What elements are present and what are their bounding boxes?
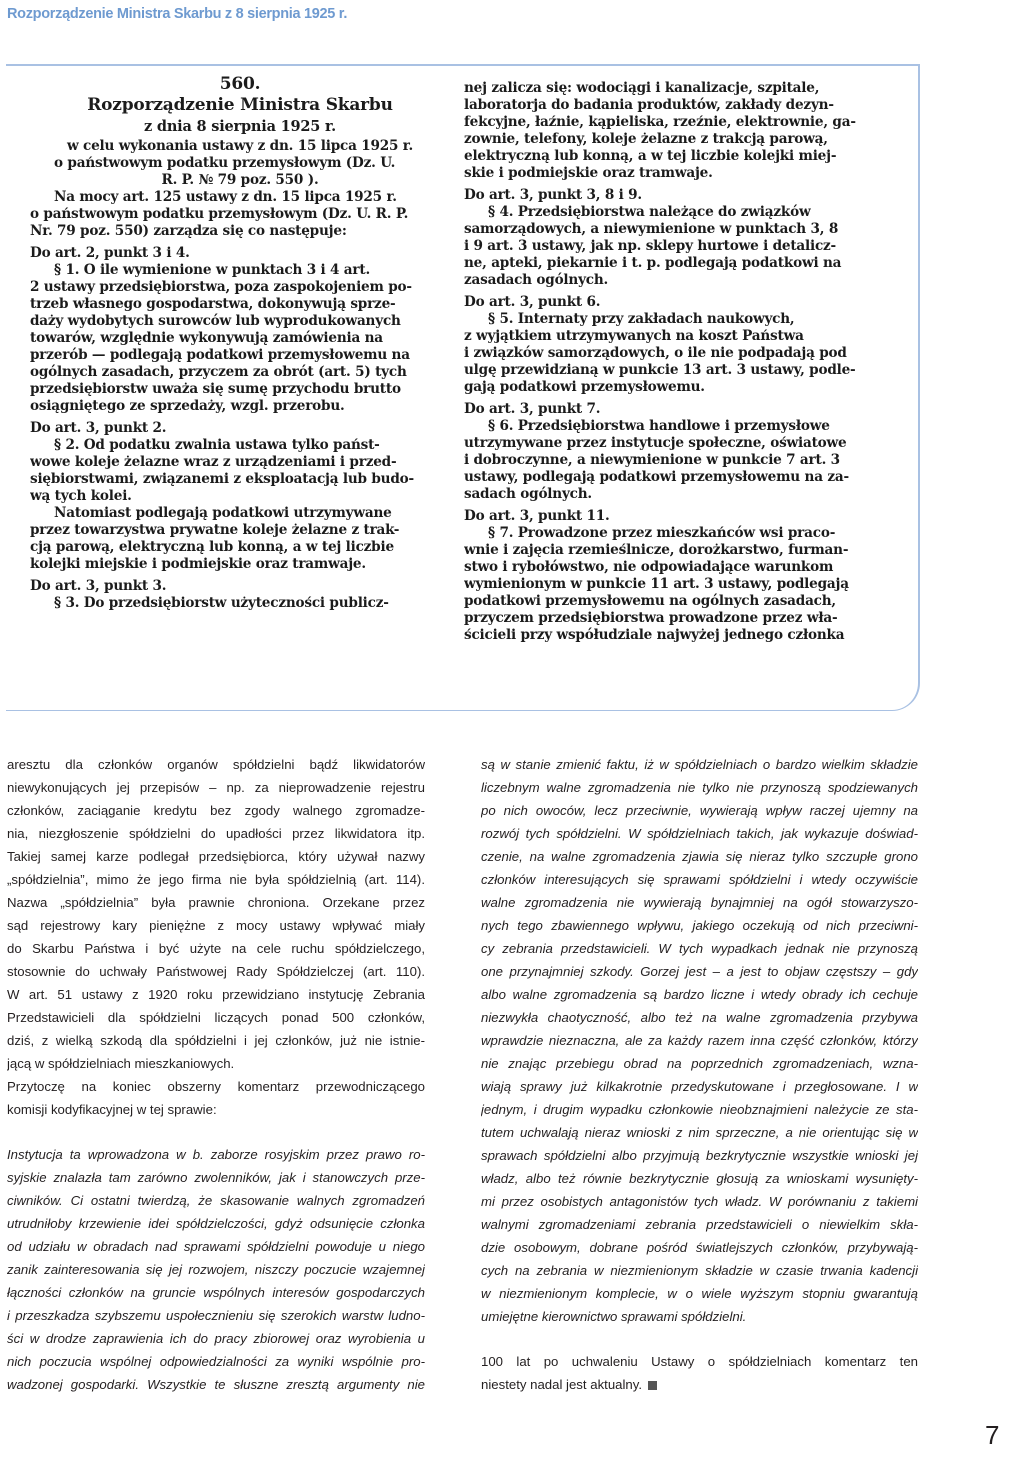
- body-line: dziś, z wielką szkodą dla spółdzielni i jej członków, już nie istnie-: [7, 1033, 425, 1048]
- scan-section-heading: Do art. 3, punkt 3, 8 i 9.: [464, 187, 642, 203]
- quote-line: władz, albo też równie bezkrytycznie głosują za wnioskami wysunięty-: [481, 1171, 918, 1186]
- quote-line: cych na zebrania w niezmienionym składzie w czasie trwania kadencji: [481, 1263, 918, 1278]
- quote-line: tutem uchwalają nieraz wnioski z nim sprzeczne, a nie orientując się w: [481, 1125, 918, 1140]
- scan-line: § 2. Od podatku zwalnia ustawa tylko państ-: [54, 437, 380, 453]
- scan-line: ne, apteki, piekarnie i t. p. podlegają podatkowi na: [464, 255, 842, 271]
- scan-line: przez towarzystwa prywatne koleje żelazne z trak-: [30, 522, 400, 538]
- quote-line: w niezmienionym komplecie, w o wiele wyższym stopniu gwarantują: [481, 1286, 918, 1301]
- quote-line: wprawdzie nieznaczna, ale za każdy razem inna część członków, którzy: [481, 1033, 918, 1048]
- scan-line: siębiorstwami, związanemi z eksploatacją lub budo-: [30, 471, 414, 487]
- quote-line: one przynajmniej szkody. Gorzej jest – a jest to objaw częstszy – gdy: [481, 964, 918, 979]
- scan-line: stwo i rybołówstwo, nie odpowiadające warunkom: [464, 559, 834, 575]
- quote-line: mi przez osobistych antagonistów tych władz. W porównaniu z takiemi: [481, 1194, 918, 1209]
- quote-line: łączności członków na gruncie wspólnych interesów gospodarczych: [7, 1285, 425, 1300]
- quote-line: nych tego zbawiennego wpływu, jakiego oczekują od nich przeciwni-: [481, 918, 918, 933]
- scan-line: ulgę przewidzianą w punkcie 13 art. 3 ustawy, podle-: [464, 362, 856, 378]
- scan-line: Natomiast podlegają podatkowi utrzymywane: [54, 505, 392, 521]
- scan-date: z dnia 8 sierpnia 1925 r.: [144, 118, 336, 135]
- scan-line: skie i podmiejskie oraz tramwaje.: [464, 165, 713, 181]
- closing-text: niestety nadal jest aktualny.: [481, 1377, 643, 1392]
- quote-line: walnymi zgromadzeniami zebrania przedstawicieli o niewielkim skła-: [481, 1217, 918, 1232]
- body-line: „spółdzielnia”, mimo że jego firma nie była spółdzielnią (art. 114).: [7, 872, 425, 887]
- quote-line: liczebnym walne zgromadzenia nie tylko nie przynoszą spodziewanych: [481, 780, 918, 795]
- body-line: Przedstawicieli dla spółdzielni liczących ponad 500 członków,: [7, 1010, 425, 1025]
- body-line: nia, niezgłoszenie spółdzielni do upadłości przez likwidatora itp.: [7, 826, 425, 841]
- quote-line: walne zgromadzenia nie wywierają bynajmniej na ogół stowarzyszo-: [481, 895, 918, 910]
- scan-line: Nr. 79 poz. 550) zarządza się co następuje:: [30, 223, 347, 239]
- quote-line: członków interesujących się sprawami spółdzielni i wtedy oczywiście: [481, 872, 918, 887]
- quote-line: po nich owoców, lecz przeciwnie, wywierają wpływ raczej ujemny na: [481, 803, 918, 818]
- closing-line-last: [481, 1373, 918, 1396]
- scan-line: § 3. Do przedsiębiorstw użyteczności publicz-: [54, 595, 389, 611]
- scan-line: § 1. O ile wymienione w punktach 3 i 4 art.: [54, 262, 370, 278]
- quote-line: niezwykła chaotyczność, albo też na walne zgromadzenia przybywa: [481, 1010, 918, 1025]
- scan-line: ścicieli przy współudziale najwyżej jednego członka: [464, 627, 845, 643]
- scan-line: cją parową, elektryczną lub konną, a w tej liczbie: [30, 539, 394, 555]
- scan-line: laboratorja do badania produktów, zakłady dezyn-: [464, 97, 834, 113]
- scan-section-heading: Do art. 3, punkt 2.: [30, 420, 167, 436]
- scan-line: gają podatkowi przemysłowemu.: [464, 379, 705, 395]
- scan-line: trzeb własnego gospodarstwa, dokonywują sprze-: [30, 296, 396, 312]
- scan-line: utrzymywane przez instytucje społeczne, oświatowe: [464, 435, 847, 451]
- scan-line: towarów, względnie wykonywują zamówienia na: [30, 330, 383, 346]
- scan-line: elektryczną lub konną, a w tej liczbie kolejki miej-: [464, 148, 837, 164]
- quote-line: nie znając przebiegu obrad na poprzednich zgromadzeniach, wzna-: [481, 1056, 918, 1071]
- scan-line: daży wydobytych surowców lub wyprodukowanych: [30, 313, 401, 329]
- scan-line: osiągniętego ze sprzedaży, wzgl. przerobu.: [30, 398, 345, 414]
- body-line: W art. 51 ustawy z 1920 roku przewidziano instytucję Zebrania: [7, 987, 425, 1002]
- quote-line: i przeszkadza szybszemu uspołecznieniu się szerokich warstw ludno-: [7, 1308, 425, 1323]
- scan-line: o państwowym podatku przemysłowym (Dz. U.: [54, 155, 396, 171]
- scan-line: i związków samorządowych, o ile nie podpadają pod: [464, 345, 847, 361]
- body-line: stosownie do uchwały Państwowej Rady Spółdzielczej (art. 110).: [7, 964, 425, 979]
- scan-title: Rozporządzenie Ministra Skarbu: [87, 95, 393, 115]
- quote-line: Instytucja ta wprowadzona w b. zaborze rosyjskim przez prawo ro-: [7, 1147, 425, 1162]
- quote-line: zanik zainteresowania się jej rozwojem, niszczy poczucie wzajemnej: [7, 1262, 425, 1277]
- scan-line: wowe koleje żelazne wraz z urządzeniami i przed-: [30, 454, 397, 470]
- scan-line: z wyjątkiem utrzymywanych na koszt Państwa: [464, 328, 804, 344]
- quote-line: jednym, i drugim wypadku członkowie nieobznajmieni należycie ze sta-: [481, 1102, 918, 1117]
- body-left-column: [7, 753, 425, 1396]
- quote-line: syjskie znalazła tam zarówno zwolenników, jak i stanowczych prze-: [7, 1170, 425, 1185]
- body-line: Przytoczę na koniec obszerny komentarz przewodniczącego: [7, 1079, 425, 1094]
- quote-line: cy zebrania przedstawicieli. W tych wypadkach jednak nie przynoszą: [481, 941, 918, 956]
- scan-line: podatkowi przemysłowemu na ogólnych zasadach,: [464, 593, 836, 609]
- quote-line: ści w drodze zaprawienia ich do pracy zbiorowej oraz wyrobienia u: [7, 1331, 425, 1346]
- scan-line: przyczem przedsiębiorstwa prowadzone przez wła-: [464, 610, 838, 626]
- scanned-document-figure: [6, 64, 920, 711]
- body-line: sąd rejestrowy kary pieniężne z mocy ustawy wpływać miały: [7, 918, 425, 933]
- scan-line: zasadach ogólnych.: [464, 272, 609, 288]
- scan-section-heading: Do art. 2, punkt 3 i 4.: [30, 245, 190, 261]
- scan-line: w celu wykonania ustawy z dn. 15 lipca 1925 r.: [66, 138, 414, 154]
- body-line: członków, zaciąganie kredytu bez zgody walnego zgromadze-: [7, 803, 425, 818]
- scan-right-column: [464, 80, 892, 644]
- body-line: aresztu dla członków organów spółdzielni bądź likwidatorów: [7, 757, 425, 772]
- body-line: niewykonujących jej przepisów – np. za nieprowadzenie rejestru: [7, 780, 425, 795]
- scan-line: 2 ustawy przedsiębiorstwa, poza zaspokojeniem po-: [30, 279, 412, 295]
- quote-line: rozwój tych spółdzielni. W spółdzielniach takich, jak wykazuje doświad-: [481, 826, 918, 841]
- running-title: Rozporządzenie Ministra Skarbu z 8 sierpnia 1925 r.: [7, 6, 348, 22]
- quote-line: wiają sprawy już kilkakrotnie przedyskutowane i przegłosowane. I w: [481, 1079, 918, 1094]
- scan-line: ustawy, podlegają podatkowi przemysłowemu na za-: [464, 469, 849, 485]
- page-number: 7: [985, 1420, 1000, 1450]
- quote-line: nich poczucia wspólnej odpowiedzialności za wyniki wspólnie pro-: [7, 1354, 425, 1369]
- scan-line: przedsiębiorstw uważa się sumę przychodu brutto: [30, 381, 401, 397]
- scan-line: kolejki miejskie i podmiejskie oraz tramwaje.: [30, 556, 366, 572]
- scan-line: § 7. Prowadzone przez mieszkańców wsi praco-: [488, 525, 836, 541]
- scan-line: sadach ogólnych.: [464, 486, 592, 502]
- scan-line: ogólnych zasadach, przyczem za obrót (art. 5) tych: [30, 364, 407, 380]
- quote-line: sprawach spółdzielni albo przyjmują bezkrytycznie wszystkie wnioski jej: [481, 1148, 918, 1163]
- quote-line: utrudniłoby krzewienie idei spółdzielczości, gdyż odsunięcie członka: [7, 1216, 425, 1231]
- scan-line: przerób — podlegają podatkowi przemysłowemu na: [30, 347, 410, 363]
- body-line: jącą w spółdzielniach mieszkaniowych.: [7, 1056, 235, 1071]
- scan-line: wą tych kolei.: [30, 488, 132, 504]
- quote-line: ciwników. Ci ostatni twierdzą, że skasowanie walnych zgromadzeń: [7, 1193, 425, 1208]
- body-line: Takiej samej karze podlegał przedsiębiorca, który używał nazwy: [7, 849, 425, 864]
- scan-left-column: [30, 74, 450, 612]
- scan-line: wnie i zajęcia rzemieślnicze, dorożkarstwo, furman-: [464, 542, 849, 558]
- scan-section-heading: Do art. 3, punkt 7.: [464, 401, 601, 417]
- scan-line: fekcyjne, łaźnie, kąpieliska, rzeźnie, elektrownie, ga-: [464, 114, 856, 130]
- scan-section-heading: Do art. 3, punkt 11.: [464, 508, 610, 524]
- scan-line: i 9 art. 3 ustawy, jak np. sklepy hurtowe i detalicz-: [464, 238, 836, 254]
- quote-line: czenie, na walne zgromadzenia zjawia się nieraz tylko szczupłe grono: [481, 849, 918, 864]
- quote-line: są w stanie zmienić faktu, iż w spółdzielniach o bardzo wielkim składzie: [481, 757, 918, 772]
- quote-line: umiejętne kierownictwo sprawami spółdzielni.: [481, 1309, 747, 1324]
- quote-line: od udziału w obradach nad sprawami spółdzielni powoduje u niego: [7, 1239, 425, 1254]
- closing-line: 100 lat po uchwaleniu Ustawy o spółdzielniach komentarz ten: [481, 1354, 918, 1369]
- scan-line: zownie, telefony, koleje żelazne z trakcją parową,: [464, 131, 828, 147]
- body-line: do Skarbu Państwa i być użyte na cele ruchu spółdzielczego,: [7, 941, 425, 956]
- body-right-column: [481, 753, 918, 1396]
- scan-line: i dobroczynne, a niewymienione w punkcie 7 art. 3: [464, 452, 840, 468]
- scan-line: R. P. № 79 poz. 550 ).: [161, 172, 319, 188]
- scan-line: samorządowych, a niewymienione w punktach 3, 8: [464, 221, 839, 237]
- scan-line: § 5. Internaty przy zakładach naukowych,: [488, 311, 795, 327]
- scan-line: wymienionym w punkcie 11 art. 3 ustawy, podlegają: [464, 576, 849, 592]
- scan-section-heading: Do art. 3, punkt 6.: [464, 294, 601, 310]
- body-line: komisji kodyfikacyjnej w tej sprawie:: [7, 1102, 217, 1117]
- quote-line: dzie osobowym, dobrane pośród światlejszych członków, przybywają-: [481, 1240, 918, 1255]
- quote-line: albo walne zgromadzenia są bardzo liczne i wtedy obrady ich cechuje: [481, 987, 918, 1002]
- quote-line: wadzonej gospodarki. Wszystkie te słuszne zresztą argumenty nie: [7, 1377, 425, 1392]
- body-line: Nazwa „spółdzielnia” była prawnie chroniona. Orzekane przez: [7, 895, 425, 910]
- scan-line: nej zalicza się: wodociągi i kanalizacje, szpitale,: [464, 80, 820, 96]
- scan-line: § 6. Przedsiębiorstwa handlowe i przemysłowe: [488, 418, 830, 434]
- scan-line: § 4. Przedsiębiorstwa należące do związków: [488, 204, 811, 220]
- end-of-article-square-icon: [648, 1381, 657, 1390]
- scan-line: o państwowym podatku przemysłowym (Dz. U. R. P.: [30, 206, 409, 222]
- scan-line: Na mocy art. 125 ustawy z dn. 15 lipca 1925 r.: [54, 189, 397, 205]
- scan-number: 560.: [219, 74, 261, 94]
- scan-section-heading: Do art. 3, punkt 3.: [30, 578, 167, 594]
